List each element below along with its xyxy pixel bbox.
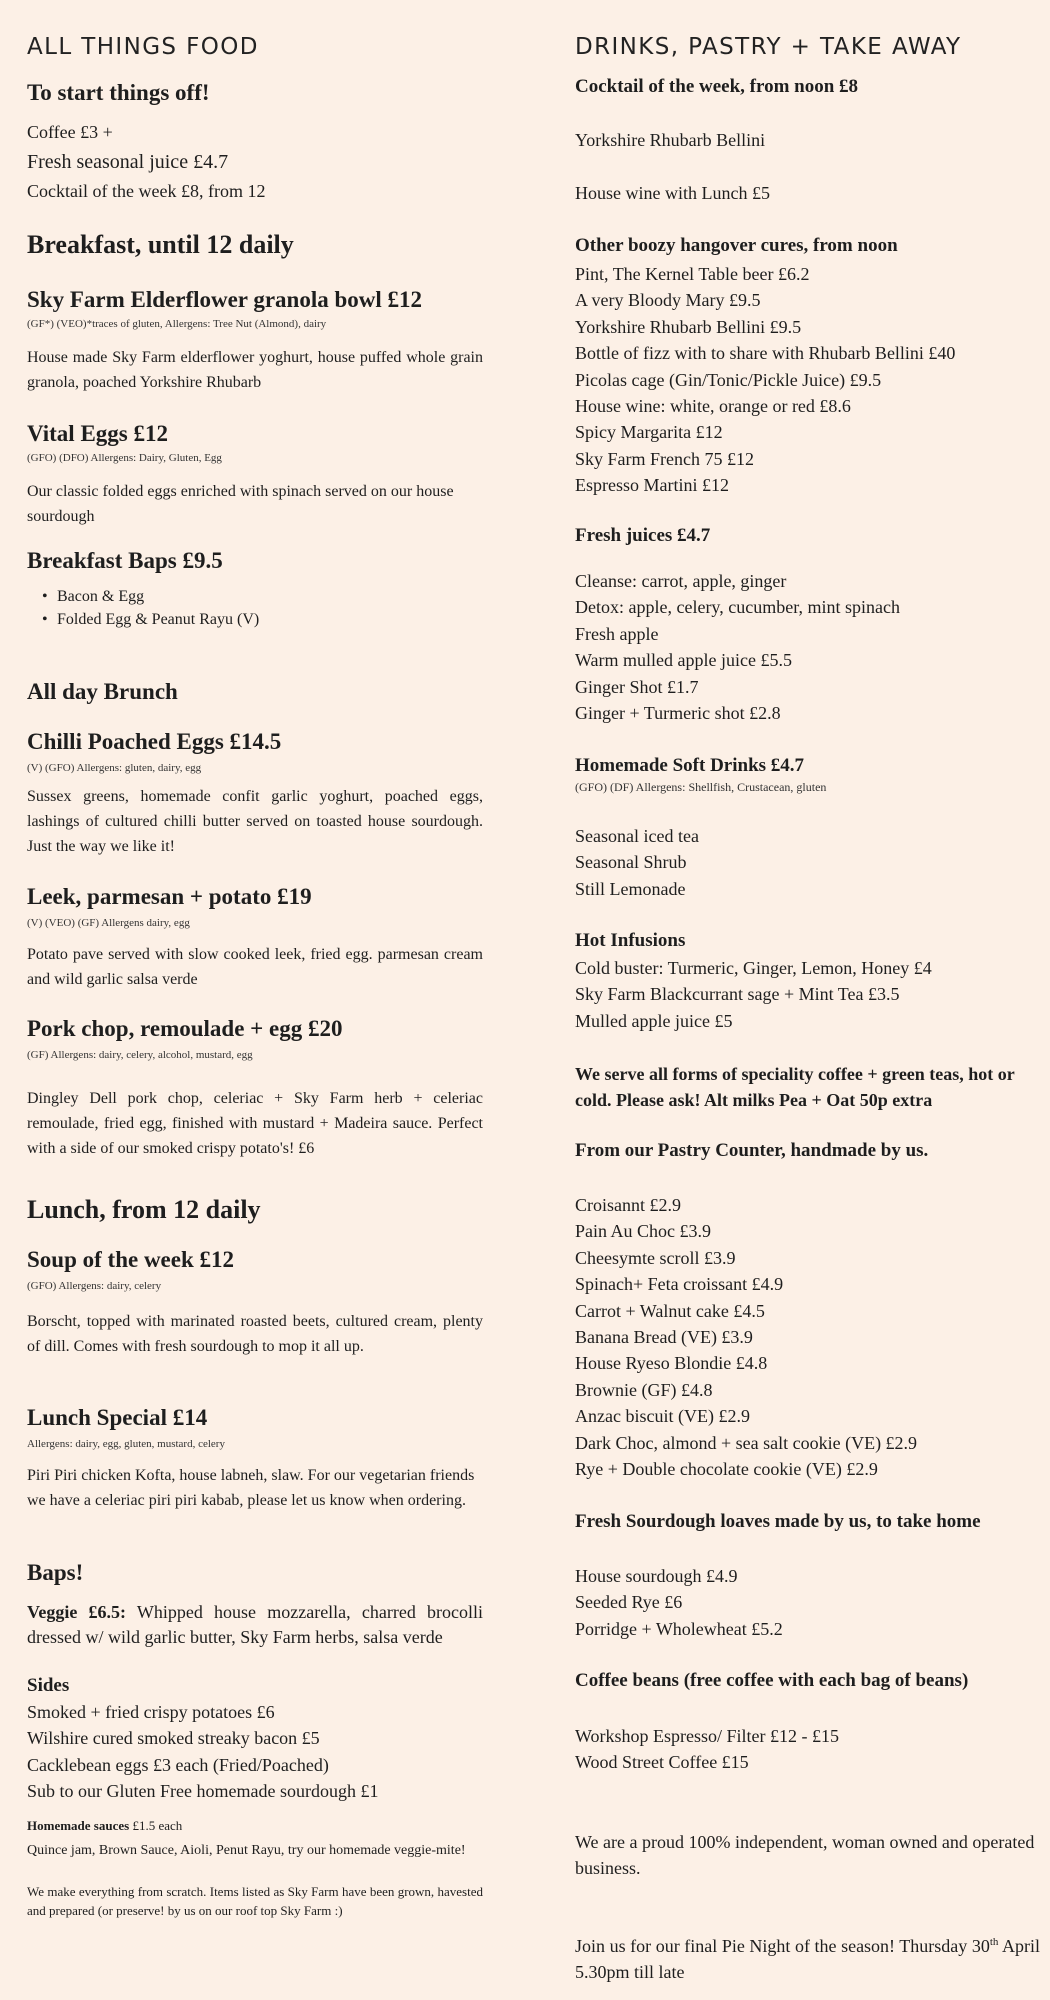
list-item: Seeded Rye £6: [575, 1592, 683, 1613]
start-item: Fresh seasonal juice £4.7: [27, 151, 229, 173]
list-item: • Folded Egg & Peanut Rayu (V): [27, 608, 483, 631]
list-item: Mulled apple juice £5: [575, 1010, 733, 1031]
baps-bfast-title: Breakfast Baps £9.5: [27, 548, 223, 573]
list-item: Seasonal Shrub: [575, 852, 687, 873]
granola-desc: House made Sky Farm elderflower yoghurt, house puffed whole grain granola, poached Yorkshire Rhubarb: [27, 349, 483, 391]
leek-title: Leek, parmesan + potato £19: [27, 884, 312, 909]
list-item: Wilshire cured smoked streaky bacon £5: [27, 1728, 320, 1749]
list-item: Porridge + Wholewheat £5.2: [575, 1618, 783, 1639]
leek-allergens: (V) (VEO) (GF) Allergens dairy, egg: [27, 917, 190, 929]
start-title: To start things off!: [27, 80, 210, 105]
beans-list: [575, 1723, 1040, 1776]
infusions-list: [575, 955, 1040, 1034]
list-item: Picolas cage (Gin/Tonic/Pickle Juice) £9.5: [575, 369, 882, 390]
juices-list: [575, 568, 1040, 726]
list-item: Still Lemonade: [575, 878, 686, 899]
vital-desc: Our classic folded eggs enriched with spinach served on our house sourdough: [27, 483, 454, 525]
pork-title: Pork chop, remoulade + egg £20: [27, 1016, 343, 1041]
cocktail-title: Cocktail of the week, from noon £8: [575, 76, 859, 97]
list-item: Detox: apple, celery, cucumber, mint spinach: [575, 597, 900, 618]
granola-title: Sky Farm Elderflower granola bowl £12: [27, 287, 423, 312]
sauces-heading: [27, 1816, 483, 1835]
food-header: ALL THINGS FOOD: [27, 34, 259, 60]
start-item: Coffee £3 +: [27, 122, 113, 142]
list-item: Wood Street Coffee £15: [575, 1752, 749, 1773]
scratch-note: We make everything from scratch. Items listed as Sky Farm have been grown, havested and prepared (or preserve! by us on our roof top Sky Farm :): [27, 1884, 483, 1918]
soft-allergens: (GFO) (DF) Allergens: Shellfish, Crustacean, gluten: [575, 780, 827, 794]
list-item: Croisannt £2.9: [575, 1195, 681, 1215]
list-item: Espresso Martini £12: [575, 475, 729, 496]
sauces-price: £1.5 each: [129, 1818, 183, 1833]
independent-note: We are a proud 100% independent, woman owned and operated business.: [575, 1832, 1035, 1878]
sides-list: [27, 1699, 483, 1805]
list-item: Sub to our Gluten Free homemade sourdough £1: [27, 1781, 379, 1802]
list-item: Warm mulled apple juice £5.5: [575, 650, 792, 671]
boozy-title: Other boozy hangover cures, from noon: [575, 235, 898, 256]
start-item: Cocktail of the week £8, from 12: [27, 181, 266, 201]
pie-night-text: Join us for our final Pie Night of the season! Thursday 30: [575, 1936, 990, 1956]
pork-allergens: (GF) Allergens: dairy, celery, alcohol, mustard, egg: [27, 1049, 253, 1061]
pie-night-note: [575, 1933, 1040, 1985]
loaves-title: Fresh Sourdough loaves made by us, to take home: [575, 1511, 981, 1532]
list-item: Cacklebean eggs £3 each (Fried/Poached): [27, 1754, 329, 1775]
list-item: Rye + Double chocolate cookie (VE) £2.9: [575, 1458, 878, 1479]
soft-list: [575, 823, 1040, 902]
list-item: Cleanse: carrot, apple, ginger: [575, 571, 787, 591]
house-wine: House wine with Lunch £5: [575, 183, 770, 203]
chilli-title: Chilli Poached Eggs £14.5: [27, 729, 282, 754]
list-item: Cold buster: Turmeric, Ginger, Lemon, Honey £4: [575, 958, 932, 978]
pie-night-sup: th: [989, 1936, 999, 1948]
list-item: Carrot + Walnut cake £4.5: [575, 1300, 765, 1321]
breakfast-title: Breakfast, until 12 daily: [27, 230, 294, 259]
veggie-desc: Whipped house mozzarella, charred brocolli dressed w/ wild garlic butter, Sky Farm herbs, salsa verde: [27, 1602, 483, 1647]
list-item: Bottle of fizz with to share with Rhubarb Bellini £40: [575, 343, 956, 364]
coffee-note: We serve all forms of speciality coffee + green teas, hot or cold. Please ask! Alt milks Pea + Oat 50p extra: [575, 1064, 1015, 1110]
special-allergens: Allergens: dairy, egg, gluten, mustard, celery: [27, 1438, 225, 1450]
vital-title: Vital Eggs £12: [27, 421, 168, 446]
soup-title: Soup of the week £12: [27, 1247, 235, 1272]
list-item: House Ryeso Blondie £4.8: [575, 1353, 768, 1374]
baps-title: Baps!: [27, 1560, 84, 1585]
pie-night-text2: April 5.30pm till late: [575, 1936, 1040, 1982]
special-desc: Piri Piri chicken Kofta, house labneh, slaw. For our vegetarian friends we have a celeriac piri piri kabab, please let us know when ordering.: [27, 1467, 475, 1509]
list-item: Cheesymte scroll £3.9: [575, 1247, 736, 1268]
list-item: Anzac biscuit (VE) £2.9: [575, 1406, 750, 1427]
list-item: Pint, The Kernel Table beer £6.2: [575, 264, 810, 284]
list-item: • Bacon & Egg: [27, 585, 483, 608]
brunch-title: All day Brunch: [27, 679, 178, 704]
list-item: Brownie (GF) £4.8: [575, 1379, 713, 1400]
special-title: Lunch Special £14: [27, 1405, 208, 1430]
beans-title: Coffee beans (free coffee with each bag of beans): [575, 1670, 969, 1691]
list-item: Pain Au Choc £3.9: [575, 1221, 712, 1242]
list-item: Workshop Espresso/ Filter £12 - £15: [575, 1726, 840, 1746]
list-item: Sky Farm French 75 £12: [575, 448, 754, 469]
list-item: House sourdough £4.9: [575, 1566, 738, 1586]
vital-allergens: (GFO) (DFO) Allergens: Dairy, Gluten, Egg: [27, 452, 222, 464]
list-item: Dark Choc, almond + sea salt cookie (VE) £2.9: [575, 1432, 918, 1453]
list-item: Seasonal iced tea: [575, 826, 699, 846]
sides-title: Sides: [27, 1675, 70, 1696]
list-item: Smoked + fried crispy potatoes £6: [27, 1702, 275, 1722]
granola-allergens: (GF*) (VEO)*traces of gluten, Allergens: Tree Nut (Almond), dairy: [27, 318, 327, 330]
pork-desc: Dingley Dell pork chop, celeriac + Sky Farm herb + celeriac remoulade, fried egg, finished with mustard + Madeira sauce. Perfect with a side of our smoked crispy potato's! £6: [27, 1090, 483, 1157]
list-item: Sky Farm Blackcurrant sage + Mint Tea £3.5: [575, 984, 900, 1005]
soft-title: Homemade Soft Drinks £4.7: [575, 755, 805, 776]
list-item: Spicy Margarita £12: [575, 422, 723, 443]
bellini: Yorkshire Rhubarb Bellini: [575, 130, 766, 150]
drinks-header: DRINKS, PASTRY + TAKE AWAY: [575, 34, 962, 60]
list-item: Ginger Shot £1.7: [575, 676, 699, 697]
infusions-title: Hot Infusions: [575, 930, 686, 951]
pastry-list: [575, 1192, 1040, 1482]
pastry-title: From our Pastry Counter, handmade by us.: [575, 1140, 929, 1161]
loaves-list: [575, 1563, 1040, 1642]
soup-allergens: (GFO) Allergens: dairy, celery: [27, 1280, 162, 1292]
list-item: Spinach+ Feta croissant £4.9: [575, 1274, 784, 1295]
list-item: Yorkshire Rhubarb Bellini £9.5: [575, 316, 802, 337]
chilli-allergens: (V) (GFO) Allergens: gluten, dairy, egg: [27, 762, 202, 774]
veggie-bap: [27, 1600, 483, 1650]
lunch-title: Lunch, from 12 daily: [27, 1195, 261, 1224]
sauces-title: Homemade sauces: [27, 1818, 130, 1833]
baps-bfast-list: [27, 585, 483, 631]
soup-desc: Borscht, topped with marinated roasted beets, cultured cream, plenty of dill. Comes with fresh sourdough to mop it all up.: [27, 1313, 483, 1355]
list-item: A very Bloody Mary £9.5: [575, 290, 761, 311]
boozy-list: [575, 261, 1040, 499]
list-item: House wine: white, orange or red £8.6: [575, 395, 851, 416]
list-item: Banana Bread (VE) £3.9: [575, 1326, 753, 1347]
list-item: Fresh apple: [575, 623, 659, 644]
juices-title: Fresh juices £4.7: [575, 525, 711, 546]
veggie-label: Veggie £6.5:: [27, 1602, 127, 1622]
list-item: Ginger + Turmeric shot £2.8: [575, 702, 781, 723]
leek-desc: Potato pave served with slow cooked leek, fried egg. parmesan cream and wild garlic salsa verde: [27, 946, 483, 988]
sauces-list: Quince jam, Brown Sauce, Aioli, Penut Rayu, try our homemade veggie-mite!: [27, 1843, 466, 1858]
chilli-desc: Sussex greens, homemade confit garlic yoghurt, poached eggs, lashings of cultured chilli butter served on toasted house sourdough. Just the way we like it!: [27, 788, 483, 855]
